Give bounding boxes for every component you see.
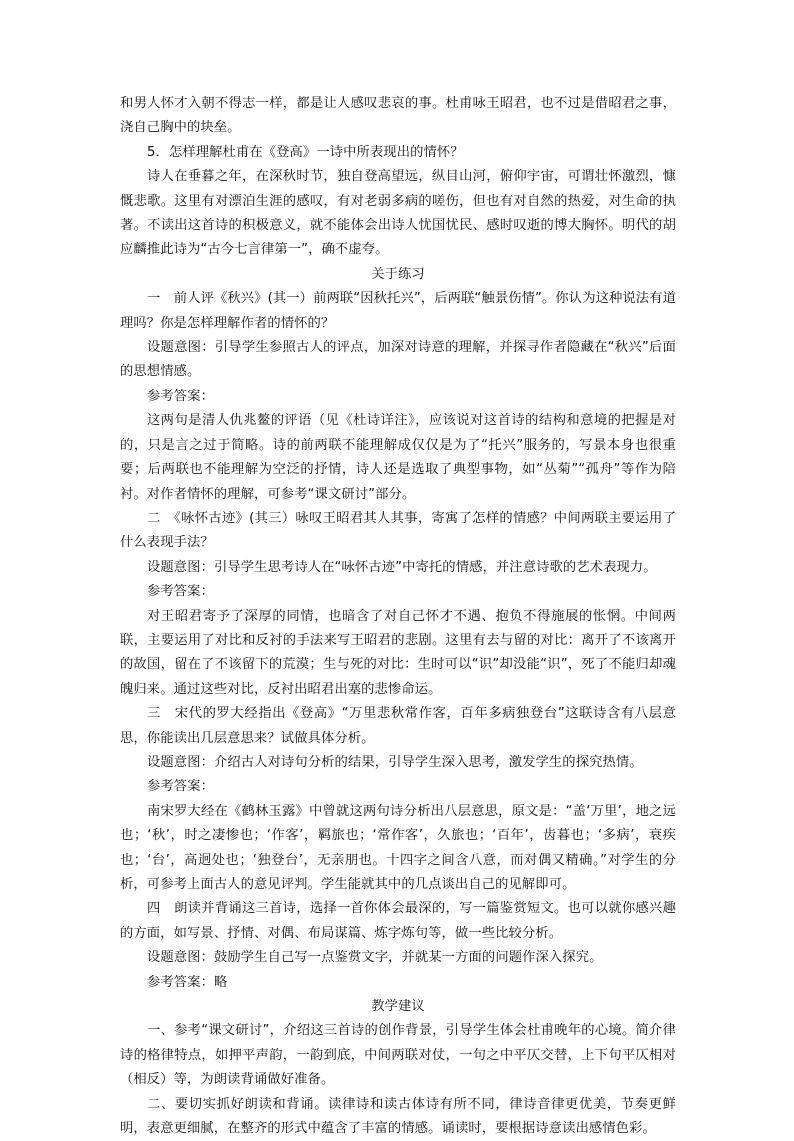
exercise-4-question: 四 朗读并背诵这三首诗，选择一首你体会最深的，写一篇鉴赏短文。也可以就你感兴趣的方面，如写景、抒情、对偶、布局谋篇、炼字炼句等，做一些比较分析。 bbox=[120, 901, 676, 941]
section-heading-teaching-suggestions: 教学建议 bbox=[371, 999, 425, 1015]
document-page bbox=[120, 92, 676, 1141]
exercise-3-answer: 南宋罗大经在《鹤林玉露》中曾就这两句诗分析出八层意思，原文是：“盖‘万里’，地之远也；‘秋’，时之凄惨也；‘作客’，羁旅也；‘常作客’，久旅也；‘百年’，齿暮也；‘多病’，衰疾也；‘台’，高迥处也；‘独登台’，无亲朋也。十四字之间含八意，而对偶又精确。”对学生的分析，可参考上面古人的意见评判。学生能就其中的几点谈出自己的见解即可。 bbox=[120, 803, 676, 892]
question-5: 5．怎样理解杜甫在《登高》一诗中所表现出的情怀？ bbox=[147, 144, 464, 160]
exercise-4-answer: 参考答案：略 bbox=[147, 974, 228, 990]
exercise-4-intent: 设题意图：鼓励学生自己写一点鉴赏文字，并就某一方面的问题作深入探究。 bbox=[147, 950, 603, 966]
paragraph-continuation: 和男人怀才入朝不得志一样，都是让人感叹悲哀的事。杜甫咏王昭君，也不过是借昭君之事，浇自己胸中的块垒。 bbox=[120, 96, 676, 136]
exercise-1-answer-label: 参考答案： bbox=[147, 388, 214, 404]
section-heading-exercises: 关于练习 bbox=[371, 266, 425, 282]
exercise-3-intent: 设题意图：介绍古人对诗句分析的结果，引导学生深入思考，激发学生的探究热情。 bbox=[147, 754, 643, 770]
exercise-1-answer: 这两句是清人仇兆鳌的评语（见《杜诗详注》，应该说对这首诗的结构和意境的把握是对的，只是言之过于简略。诗的前两联不能理解成仅仅是为了“托兴”服务的，写景本身也很重要；后两联也不能理解为空泛的抒情，诗人还是选取了典型事物，如“丛菊”“孤舟”等作为陪衬。对作者情怀的理解，可参考“课文研讨”部分。 bbox=[120, 413, 676, 502]
exercise-2-question: 二 《咏怀古迹》(其三）咏叹王昭君其人其事，寄寓了怎样的情感？中间两联主要运用了什么表现手法？ bbox=[120, 510, 676, 551]
exercise-3-answer-label: 参考答案： bbox=[147, 779, 214, 795]
suggestion-2: 二、要切实抓好朗读和背诵。读律诗和读古体诗有所不同，律诗音律更优美，节奏更鲜明，表意更细腻，在整齐的形式中蕴含了丰富的情感。诵读时，要根据诗意读出感情色彩。 bbox=[120, 1096, 676, 1137]
answer-5: 诗人在垂暮之年，在深秋时节，独自登高望远，纵目山河，俯仰宇宙，可谓壮怀激烈，慷慨悲歌。这里有对漂泊生涯的感叹，有对老弱多病的嗟伤，但也有对自然的热爱，对生命的执著。不读出这首诗的积极意义，就不能体会出诗人忧国忧民、感时叹逝的博大胸怀。明代的胡应麟推此诗为“古今七言律第一”，确不虚夸。 bbox=[120, 169, 676, 258]
exercise-1-question: 一 前人评《秋兴》(其一）前两联“因秋托兴”，后两联“触景伤情”。你认为这种说法有道理吗？你是怎样理解作者的情怀的？ bbox=[120, 291, 676, 331]
exercise-1-intent: 设题意图：引导学生参照古人的评点，加深对诗意的理解，并探寻作者隐藏在“秋兴”后面的思想情感。 bbox=[120, 340, 676, 380]
exercise-2-answer-label: 参考答案： bbox=[147, 584, 214, 600]
exercise-3-question: 三 宋代的罗大经指出《登高》“万里悲秋常作客，百年多病独登台”这联诗含有八层意思，你能读出几层意思来？试做具体分析。 bbox=[120, 706, 676, 746]
exercise-2-answer: 对王昭君寄予了深厚的同情，也暗含了对自己怀才不遇、抱负不得施展的怅惘。中间两联，主要运用了对比和反衬的手法来写王昭君的悲剧。这里有去与留的对比：离开了不该离开的故国，留在了不该留下的荒漠；生与死的对比：生时可以“识”却没能“识”，死了不能归却魂魄归来。通过这些对比，反衬出昭君出塞的悲惨命运。 bbox=[120, 608, 676, 697]
exercise-2-intent: 设题意图：引导学生思考诗人在“咏怀古迹”中寄托的情感，并注意诗歌的艺术表现力。 bbox=[147, 559, 657, 575]
suggestion-1: 一、参考“课文研讨”，介绍这三首诗的创作背景，引导学生体会杜甫晚年的心境。简介律诗的格律特点，如押平声韵，一韵到底，中间两联对仗，一句之中平仄交替，上下句平仄相对（相反）等，为朗读背诵做好准备。 bbox=[120, 1023, 676, 1088]
